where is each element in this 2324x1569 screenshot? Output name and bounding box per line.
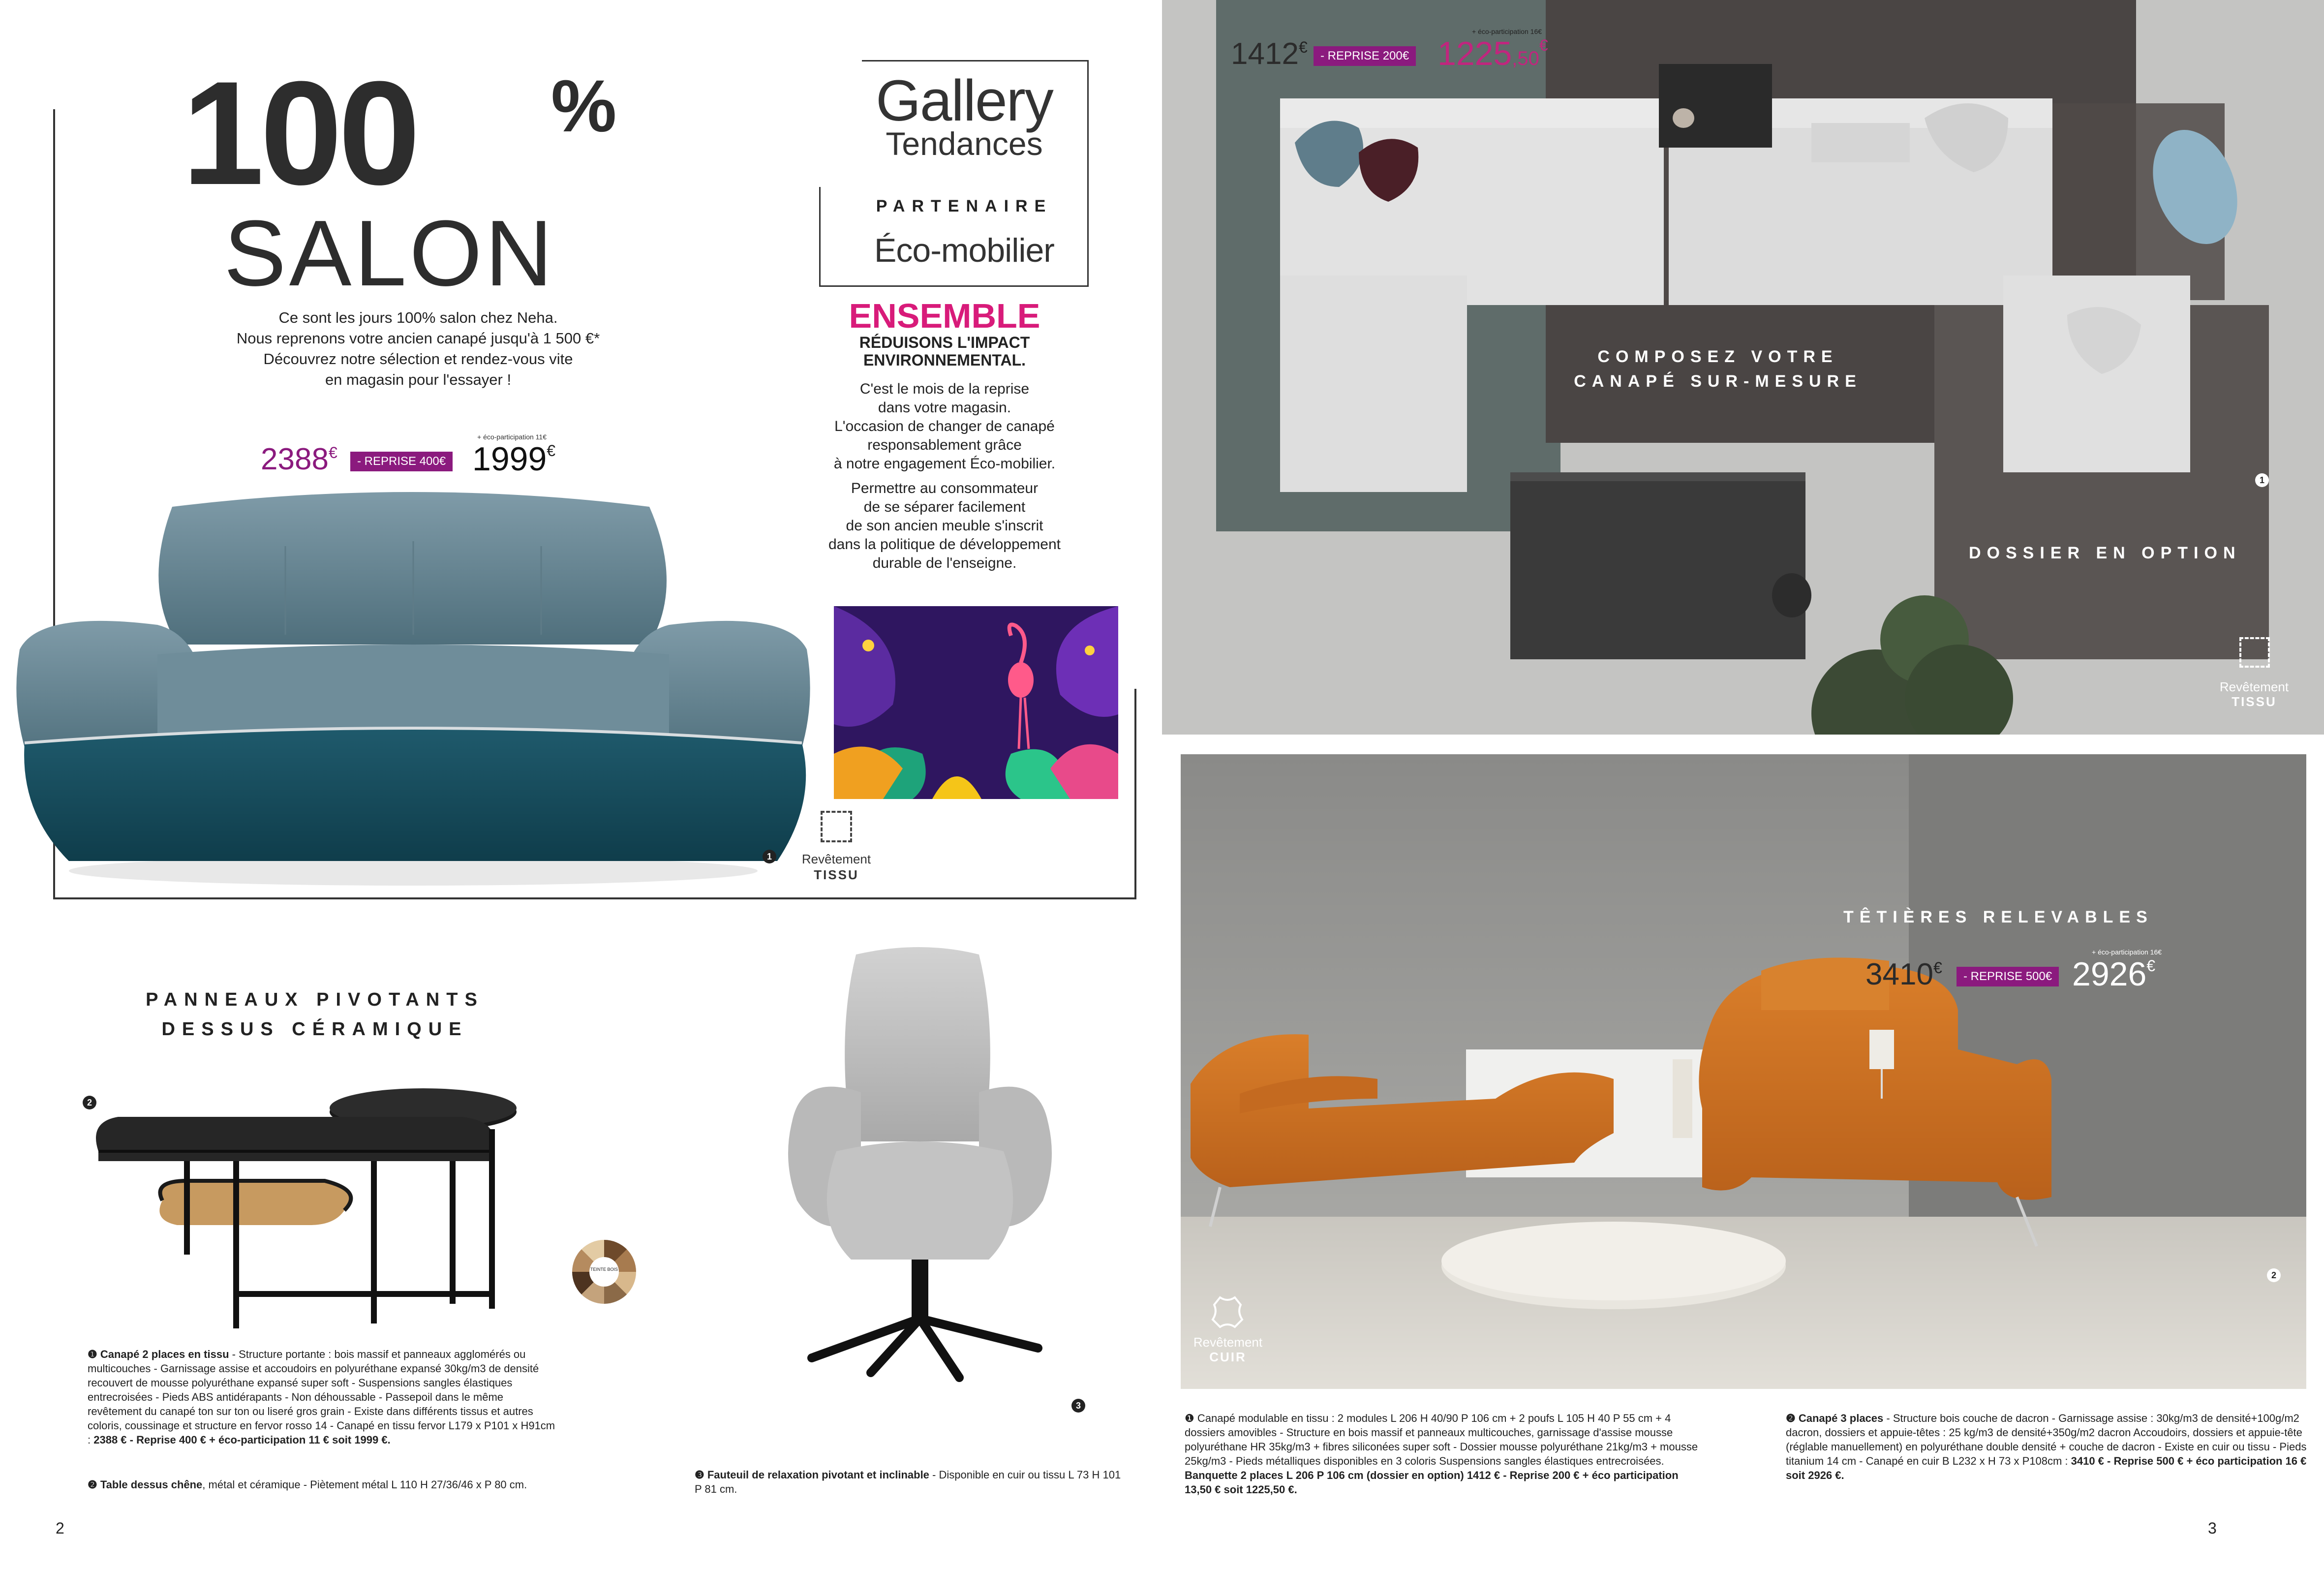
reprise-badge: - REPRISE 400€ <box>350 452 453 471</box>
revetement-label: Revêtement <box>801 852 871 866</box>
number-badge-1: 1 <box>763 850 776 863</box>
description-right-1 <box>1185 1411 1701 1497</box>
wood-tone-swatch <box>572 1240 636 1304</box>
intro-line: en magasin pour l'essayer ! <box>325 371 512 388</box>
teal-sofa-illustration <box>10 487 822 891</box>
new-price: 2926€ <box>2072 955 2156 993</box>
ensemble-text: de se séparer facilement <box>863 499 1026 515</box>
description-3 <box>695 1468 1123 1496</box>
eco-participation-note: + éco-participation 11€ <box>477 433 547 441</box>
armchair-image <box>763 945 1077 1387</box>
composez-caption <box>1546 344 1890 394</box>
revetement-type: TISSU <box>2232 694 2277 709</box>
eco-mobilier-label: Éco-mobilier <box>874 232 1054 269</box>
table-title-line2: DESSUS CÉRAMIQUE <box>161 1019 468 1040</box>
ensemble-text: responsablement grâce <box>867 437 1022 453</box>
new-price: 1999€ <box>472 440 556 478</box>
ensemble-sub1: RÉDUISONS L'IMPACT <box>859 334 1030 351</box>
revetement-label: Revêtement <box>1193 1335 1263 1350</box>
sofa-image <box>10 487 822 891</box>
leather-sofa-photo <box>1181 754 2306 1389</box>
ensemble-text: durable de l'enseigne. <box>872 555 1017 571</box>
ensemble-text: à notre engagement Éco-mobilier. <box>833 456 1056 472</box>
table-title <box>128 985 502 1044</box>
ensemble-block <box>817 298 1072 573</box>
number-badge-2: 2 <box>83 1096 96 1109</box>
modular-price-block <box>1231 26 1575 80</box>
gallery-box-line-top <box>862 60 1088 62</box>
description-2 <box>88 1477 560 1492</box>
headline-percent: % <box>551 64 617 147</box>
description-2-title: ❷ Table dessus chêne <box>88 1478 203 1491</box>
leather-icon <box>1210 1295 1245 1329</box>
intro-line: Découvrez notre sélection et rendez-vous vite <box>263 350 573 368</box>
headline-salon: SALON <box>224 201 556 306</box>
leather-price-block <box>1865 942 2210 996</box>
ensemble-sub2: ENVIRONNEMENTAL. <box>863 351 1026 369</box>
number-badge-2: 2 <box>2267 1268 2281 1282</box>
reprise-badge: - REPRISE 200€ <box>1314 46 1416 66</box>
tropical-illustration <box>834 606 1118 799</box>
description-1-text: - Structure portante : bois massif et panneaux agglomérés ou multicouches - Garnissage assise et accoudoirs en polyuréthane expansé 30kg/m3 de densité recouvert de mousse polyuréthane expansé super soft - Suspensions sangles élastiques entrecroisées - Pieds ABS antidérapants - Non déhoussable - Passepoil dans le même revêtement du canapé ton sur ton ou liseré gros grain - Existe dans différents tissus et autres coloris, coussinage et structure en fervor rosso 14 - Canapé en tissu fervor L179 x P101 x H91cm : <box>88 1348 555 1446</box>
fabric-icon <box>821 811 852 842</box>
gallery-logo <box>836 68 1092 162</box>
table-title-line1: PANNEAUX PIVOTANTS <box>146 989 484 1010</box>
composez-line1: COMPOSEZ VOTRE <box>1597 347 1838 366</box>
description-right-2 <box>1786 1411 2307 1482</box>
gallery-line2: Tendances <box>886 125 1043 162</box>
gallery-line1: Gallery <box>876 68 1053 133</box>
page-number-right: 3 <box>2208 1519 2217 1537</box>
description-2-text: , métal et céramique - Piètement métal L 110 H 27/36/46 x P 80 cm. <box>202 1478 527 1491</box>
partenaire-label: PARTENAIRE <box>876 197 1053 215</box>
description-right-2-text: - Structure bois couche de dacron - Garnissage assise : 30kg/m3 de densité+100g/m2 dacron, dossiers et appuie-têtes : 25 kg/m3 de densité+350g/m2 dacron Accoudoirs, dossiers et appuie-tête (réglable manuellement) en polyuréthane double densité + couche de dacron - Existe en cuir ou tissu - Pieds titanium 14 cm - Canapé en cuir B L232 x H 73 x P108cm : <box>1786 1412 2307 1467</box>
ensemble-text: Permettre au consommateur <box>851 480 1039 496</box>
number-badge-3: 3 <box>1071 1399 1085 1413</box>
gallery-box-line-left <box>819 187 821 285</box>
composez-line2: CANAPÉ SUR-MESURE <box>1574 372 1862 391</box>
ensemble-text: C'est le mois de la reprise <box>859 381 1030 397</box>
new-price: 1225,50€ <box>1437 35 1548 72</box>
ensemble-text: dans votre magasin. <box>878 400 1011 416</box>
fabric-icon <box>2239 637 2270 668</box>
description-1-title: ❶ Canapé 2 places en tissu <box>88 1348 229 1360</box>
intro-text <box>197 308 640 390</box>
number-badge-1: 1 <box>2255 473 2269 487</box>
intro-line: Ce sont les jours 100% salon chez Neha. <box>278 309 558 326</box>
ensemble-text: L'occasion de changer de canapé <box>834 418 1055 434</box>
description-3-text: - Disponible en cuir ou tissu L 73 H 101 P 81 cm. <box>695 1469 1121 1495</box>
page-number-left: 2 <box>56 1519 64 1537</box>
eco-participation-note: + éco-participation 16€ <box>1472 28 1542 35</box>
frame-line-right <box>1134 689 1136 899</box>
description-right-2-title: ❷ Canapé 3 places <box>1786 1412 1884 1424</box>
right-page <box>1162 0 2324 1569</box>
wood-tone-center: TEINTE BOIS <box>589 1257 619 1287</box>
sofa-price-block <box>261 433 605 482</box>
intro-line: Nous reprenons votre ancien canapé jusqu'à 1 500 €* <box>236 330 600 347</box>
frame-line-bottom <box>53 897 1135 899</box>
description-1 <box>88 1347 560 1447</box>
headline-100: 100 <box>182 50 417 215</box>
ensemble-text: de son ancien meuble s'inscrit <box>846 518 1043 534</box>
reprise-badge: - REPRISE 500€ <box>1957 967 2059 986</box>
revetement-type: CUIR <box>1209 1350 1247 1364</box>
old-price: 3410€ <box>1865 957 1942 991</box>
eco-participation-note: + éco-participation 16€ <box>2092 948 2162 956</box>
ensemble-text: dans la politique de développement <box>828 536 1061 553</box>
description-3-title: ❸ Fauteuil de relaxation pivotant et inclinable <box>695 1469 929 1481</box>
coffee-table-image <box>79 1077 630 1343</box>
old-price: 1412€ <box>1231 37 1308 71</box>
description-right-1-price: Banquette 2 places L 206 P 106 cm (dossier en option) 1412 € - Reprise 200 € + éco participation 13,50 € soit 1225,50 €. <box>1185 1469 1679 1496</box>
dossier-caption: DOSSIER EN OPTION <box>1969 544 2241 562</box>
description-1-price: 2388 € - Reprise 400 € + éco-participation 11 € soit 1999 €. <box>93 1434 391 1446</box>
old-price: 2388€ <box>261 442 337 476</box>
description-right-1-text: ❶ Canapé modulable en tissu : 2 modules L 206 H 40/90 P 106 cm + 2 poufs L 105 H 40 P 55 cm + 4 dossiers amovibles - Structure en bois massif et panneaux multicouches, garnissage d'assise mousse polyuréthane HR 35kg/m3 + fibres siliconées super soft - Dossier mousse polyuréthane 21kg/m3 + mousse 25kg/m3 - Pieds métalliques disponibles en 3 coloris Suspensions sangles élastiques entrecroisées. <box>1185 1412 1698 1467</box>
revetement-label: Revêtement <box>2219 679 2289 694</box>
description-right-2-price: 3410 € - Reprise 500 € + éco participation 16 € soit 2926 €. <box>1786 1455 2307 1481</box>
gallery-box-line-bottom <box>819 285 1089 287</box>
revetement-type: TISSU <box>814 867 859 882</box>
tetieres-caption: TÊTIÈRES RELEVABLES <box>1843 908 2153 926</box>
ensemble-title: ENSEMBLE <box>849 297 1040 335</box>
